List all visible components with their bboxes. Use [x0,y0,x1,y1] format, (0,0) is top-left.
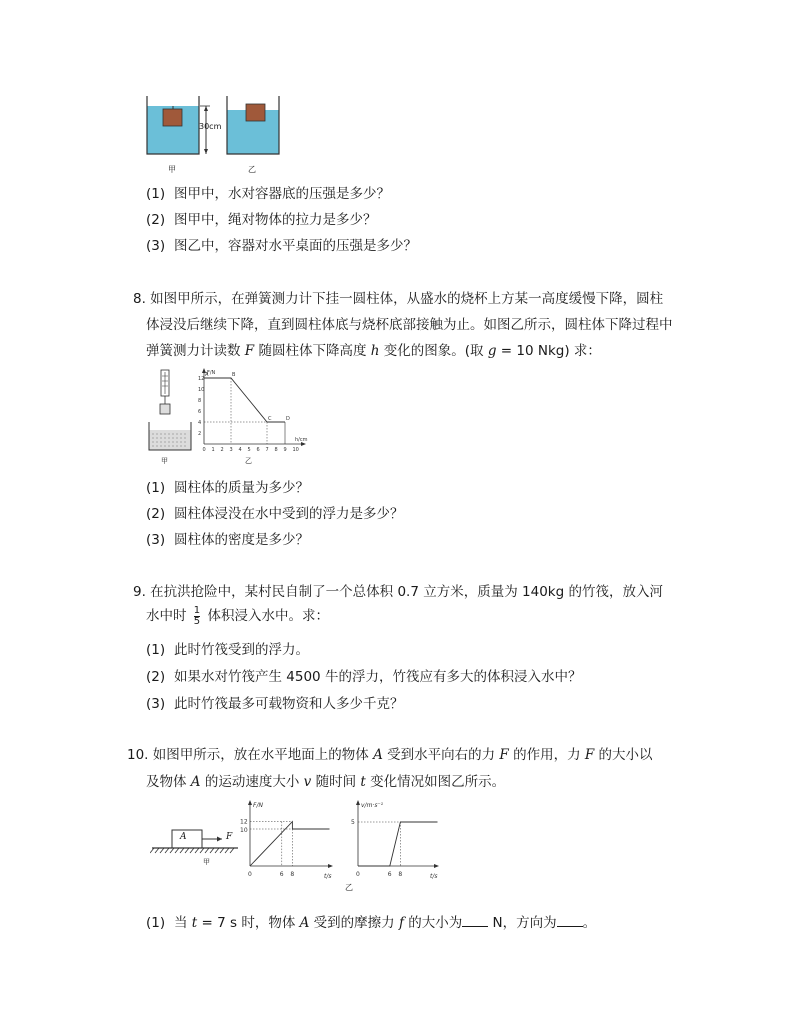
y-axis-label: F/N [207,370,216,376]
ground-hatch [180,848,184,853]
point-label: B [232,372,236,378]
force-time-chart [236,798,336,880]
q9-line-1: 9. 在抗洪抢险中，某村民自制了一个总体积 0.7 立方米，质量为 140kg 的竹筏，放入河 [133,584,663,600]
q9-item-3: (3) 此时竹筏最多可载物资和人多少千克？ [146,696,404,712]
figure-label-jia: 甲 [168,165,176,174]
q9-line-2: 水中时 $\frac{1}{5}$ 体积浸入水中。求： [146,604,329,627]
x-tick-label: 5 [247,447,251,453]
y-tick-label: 6 [198,409,202,415]
x-tick-label: 9 [283,447,287,453]
y-axis-arrow [248,800,252,805]
q8-line-3: 弹簧测力计读数 F 随圆柱体下降高度 h 变化的图象。(取 g = 10 Nkg) 求： [146,343,601,359]
q8-label-yi: 乙 [245,457,252,465]
y-axis-label: F/N [253,802,263,809]
velocity-curve [358,822,438,866]
answer-blank-friction[interactable] [462,914,488,927]
ground-hatch [220,848,224,853]
ground-hatch [165,848,169,853]
x-tick-label: 10 [292,447,299,453]
y-tick-label: 2 [198,431,202,437]
force-curve [250,822,330,866]
q8-item-3: (3) 圆柱体的密度是多少？ [146,532,309,548]
ground-hatch [150,848,154,853]
q8-label-jia: 甲 [161,457,168,465]
q9-item-2: (2) 如果水对竹筏产生 4500 牛的浮力，竹筏应有多大的体积浸入水中？ [146,669,582,685]
y-axis-label: v/m·s⁻¹ [361,802,384,809]
q7-item-2: (2) 图甲中，绳对物体的拉力是多少？ [146,212,377,228]
q8-item-2: (2) 圆柱体浸没在水中受到的浮力是多少？ [146,506,404,522]
y-tick-label: 12 [240,818,248,826]
depth-label: 30cm [199,122,222,131]
ground-hatch [160,848,164,853]
q7-item-3: (3) 图乙中，容器对水平桌面的压强是多少？ [146,238,417,254]
q8-line-2: 体浸没后继续下降，直到圆柱体底与烧杯底部接触为止。如图乙所示，圆柱体下降过程中 [146,317,673,333]
force-label-f: F [226,832,233,842]
velocity-time-chart [342,798,442,880]
y-axis-arrow [356,800,360,805]
answer-blank-direction[interactable] [557,914,583,927]
ground-hatch [170,848,174,853]
x-tick-label: 0 [202,447,206,453]
ground-hatch [200,848,204,853]
ground-hatch [230,848,234,853]
x-axis-label: t/s [430,873,438,880]
x-tick-label: 7 [265,447,269,453]
x-tick-label: 0 [356,871,360,878]
x-axis-arrow [328,864,333,868]
force-height-chart [194,366,312,458]
ground-hatch [205,848,209,853]
x-axis-label: t/s [324,873,332,880]
figure-label-yi: 乙 [248,165,256,174]
point-label: D [286,416,290,422]
x-tick-label: 2 [220,447,224,453]
q10-label-jia: 甲 [203,858,210,866]
point-label: C [268,416,272,422]
q7-item-1: (1) 图甲中，水对容器底的压强是多少？ [146,186,390,202]
block-label-a: A [180,832,187,842]
force-curve [204,378,285,422]
y-tick-label: 12 [198,376,205,382]
fraction: $\frac{1}{5}$ [193,604,201,627]
ground-hatch [210,848,214,853]
x-axis-arrow [434,864,439,868]
point-label: A [205,372,209,378]
x-tick-label: 8 [290,871,295,878]
x-axis-label: h/cm [295,437,308,443]
x-tick-label: 6 [256,447,260,453]
spring-scale-figure [144,368,196,456]
x-tick-label: 6 [387,871,392,878]
q10-label-yi: 乙 [345,883,353,892]
y-tick-label: 4 [198,420,202,426]
q10-item-1: (1) 当 t = 7 s 时，物体 A 受到的摩擦力 f 的大小为 N，方向为 。 [146,915,597,931]
ground-hatch [215,848,219,853]
ground-hatch [175,848,179,853]
ground-hatch [195,848,199,853]
y-tick-label: 8 [198,398,202,404]
q10-line-2: 及物体 A 的运动速度大小 v 随时间 t 变化情况如图乙所示。 [146,774,506,790]
x-tick-label: 1 [211,447,215,453]
y-tick-label: 5 [351,819,355,826]
q9-item-1: (1) 此时竹筏受到的浮力。 [146,642,309,658]
q8-line-1: 8. 如图甲所示，在弹簧测力计下挂一圆柱体，从盛水的烧杯上方某一高度缓慢下降，圆柱 [133,291,664,307]
ground-hatch [185,848,189,853]
x-tick-label: 8 [398,871,403,878]
ground-hatch [190,848,194,853]
container-figure [140,92,300,178]
x-tick-label: 3 [229,447,233,453]
y-tick-label: 10 [198,387,205,393]
q10-line-1: 10. 如图甲所示，放在水平地面上的物体 A 受到水平向右的力 F 的作用，力 F 的大小以 [127,747,653,763]
ground-hatch [225,848,229,853]
ground-hatch [155,848,159,853]
q8-item-1: (1) 圆柱体的质量为多少？ [146,480,309,496]
x-tick-label: 6 [279,871,284,878]
x-tick-label: 0 [248,871,252,878]
y-tick-label: 10 [240,827,248,834]
x-tick-label: 8 [274,447,278,453]
x-tick-label: 4 [238,447,242,453]
